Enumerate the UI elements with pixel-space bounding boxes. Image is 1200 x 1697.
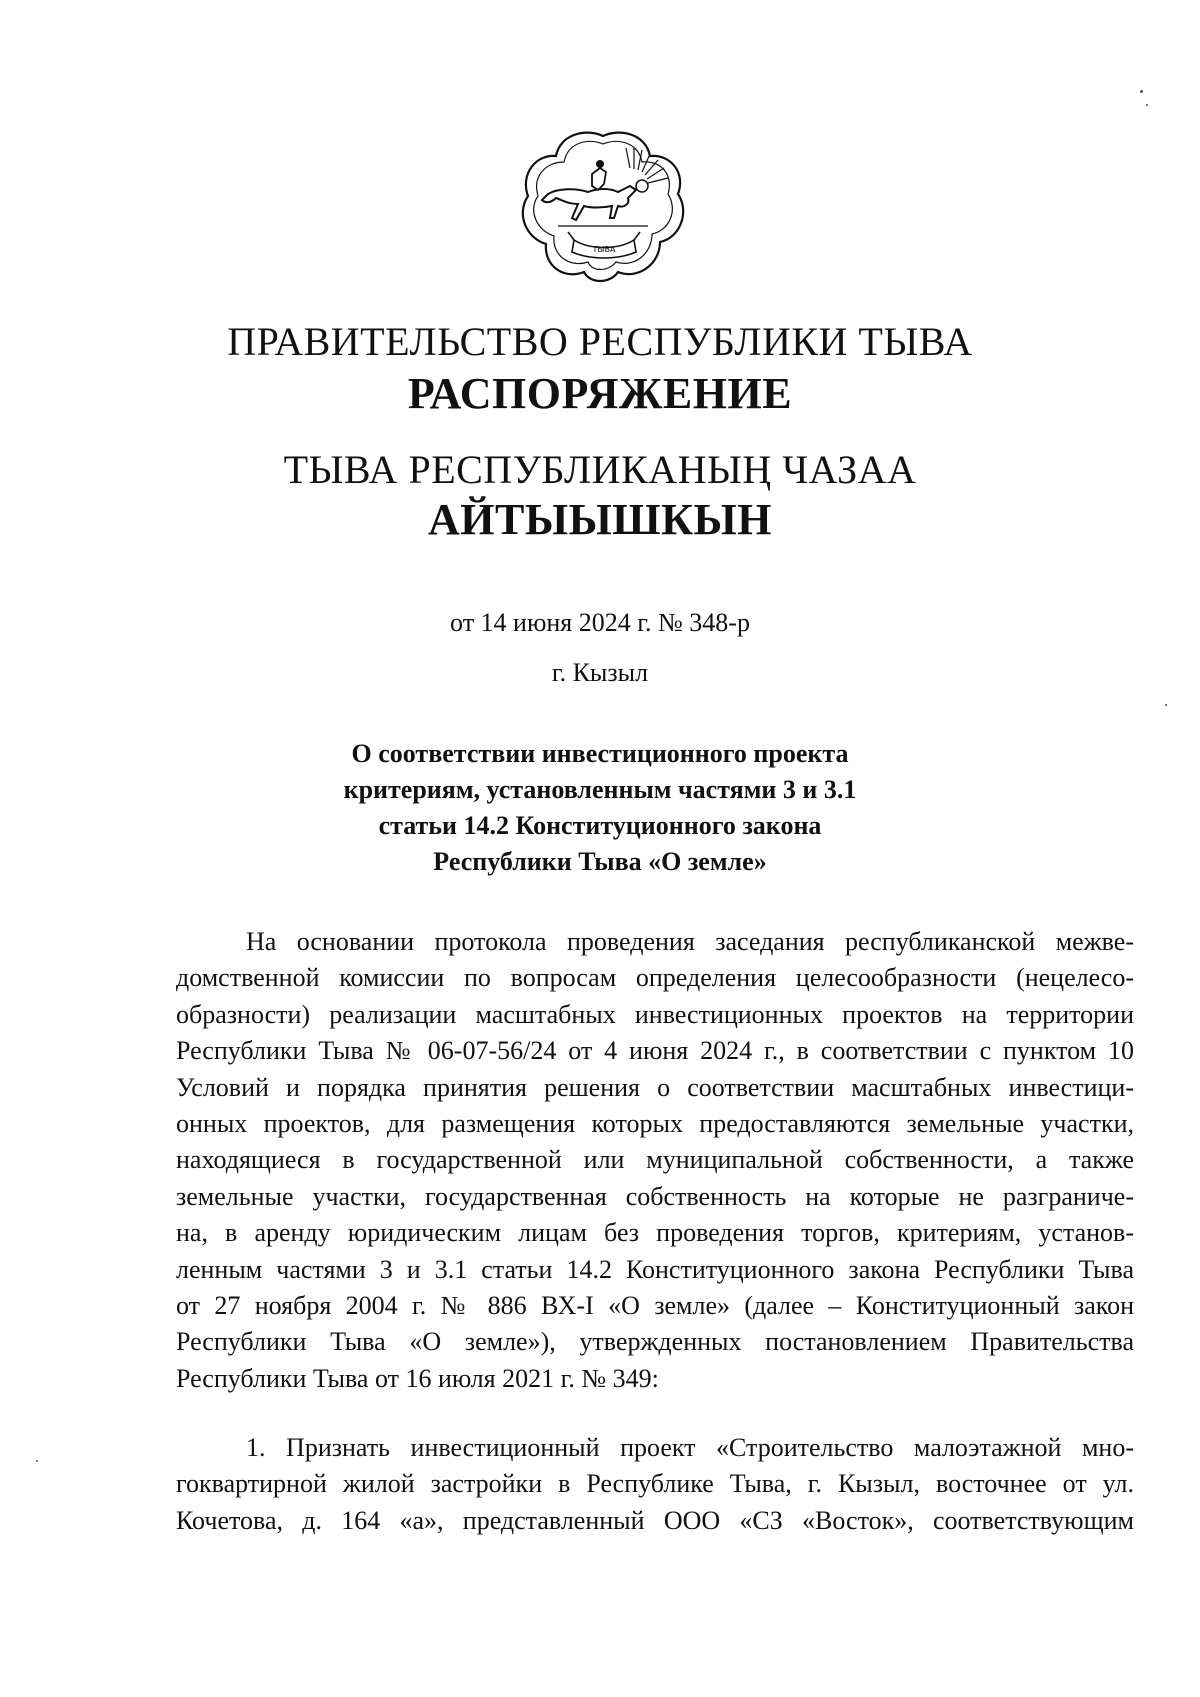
document-type-tyva: АЙТЫЫШКЫН	[428, 495, 772, 544]
body-line: гоквартирной жилой застройки в Республике Тыва, г. Кызыл, восточнее от ул.	[176, 1469, 1134, 1499]
body-line: на, в аренду юридическим лицам без проведения торгов, критериям, установ-	[176, 1218, 1134, 1248]
document-city: г. Кызыл	[551, 658, 649, 687]
body-line: Республики Тыва от 16 июля 2021 г. № 349:	[176, 1363, 659, 1393]
body-line: находящиеся в государственной или муниципальной собственности, а также	[176, 1145, 1134, 1175]
body-line: Условий и порядка принятия решения о соответствии масштабных инвестици-	[176, 1072, 1134, 1102]
document-date-number: от 14 июня 2024 г. № 348-р	[450, 608, 750, 637]
body-paragraph-2	[176, 1430, 1134, 1539]
body-line: Кочетова, д. 164 «а», представленный ООО «СЗ «Восток», соответствующим	[176, 1505, 1134, 1535]
body-line: онных проектов, для размещения которых предоставляются земельные участки,	[176, 1109, 1134, 1139]
title-line: статьи 14.2 Конституционного закона	[378, 811, 822, 840]
body-line: Республики Тыва «О земле»), утвержденных постановлением Правительства	[176, 1327, 1134, 1357]
government-name-tyva: ТЫВА РЕСПУБЛИКАНЫҢ ЧАЗАА	[283, 447, 917, 492]
scan-speck	[36, 1460, 38, 1462]
body-line: образности) реализации масштабных инвестиционных проектов на территории	[176, 999, 1134, 1029]
body-line: ленным частями 3 и 3.1 статьи 14.2 Конституционного закона Республики Тыва	[176, 1254, 1134, 1284]
scan-speck	[1140, 90, 1143, 93]
body-line: от 27 ноября 2004 г. № 886 ВХ-I «О земле» (далее – Конституционный закон	[176, 1291, 1134, 1321]
document-type: РАСПОРЯЖЕНИЕ	[407, 369, 793, 418]
body-line: домственной комиссии по вопросам определения целесообразности (нецелесо-	[176, 963, 1134, 993]
emblem-banner-text: ТЫВА	[592, 245, 616, 254]
body-line: На основании протокола проведения заседания республиканской межве-	[246, 927, 1134, 956]
body-paragraph-1	[176, 924, 1134, 1397]
scan-speck	[1146, 104, 1148, 106]
tyva-coat-of-arms-icon	[518, 128, 688, 283]
scan-speck	[1165, 704, 1167, 706]
body-line: 1. Признать инвестиционный проект «Строительство малоэтажной мно-	[246, 1433, 1134, 1462]
body-line: Республики Тыва № 06-07-56/24 от 4 июня 2024 г., в соответствии с пунктом 10	[176, 1036, 1134, 1066]
body-line: земельные участки, государственная собственность на которые не разграниче-	[176, 1181, 1134, 1211]
title-line: критериям, установленным частями 3 и 3.1	[343, 775, 857, 804]
government-name: ПРАВИТЕЛЬСТВО РЕСПУБЛИКИ ТЫВА	[227, 319, 973, 364]
document-title	[250, 736, 950, 880]
title-line: Республики Тыва «О земле»	[433, 847, 767, 876]
title-line: О соответствии инвестиционного проекта	[351, 739, 849, 768]
